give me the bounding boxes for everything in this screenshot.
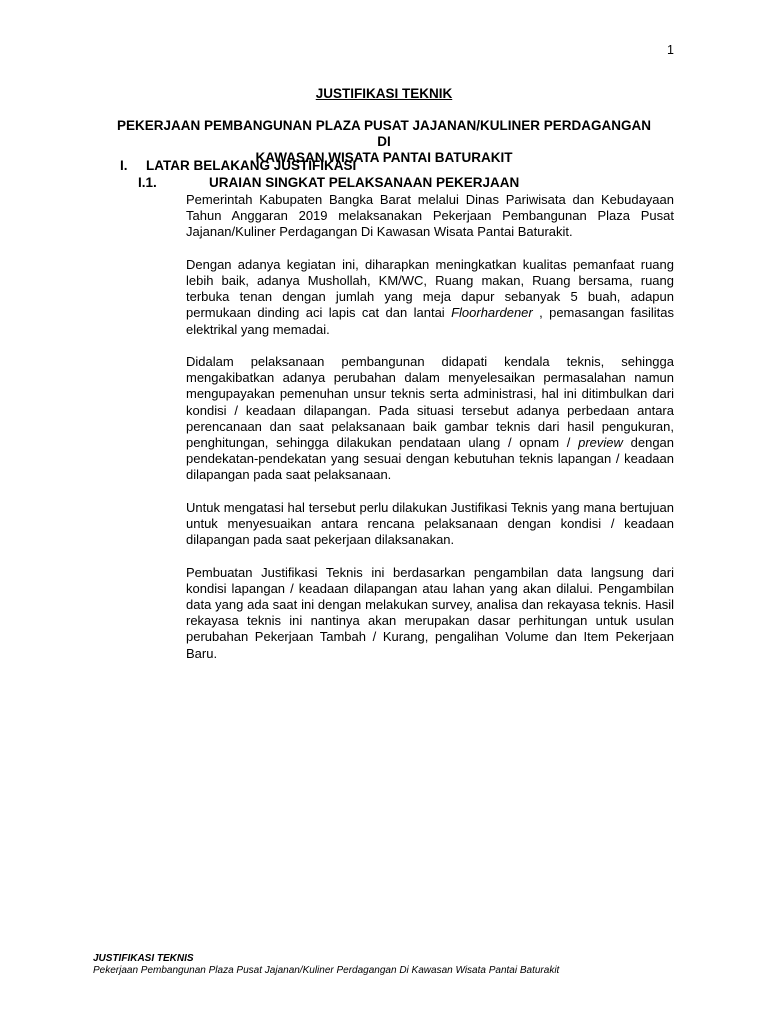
paragraph-2-text-a: Dengan adanya kegiatan ini, diharapkan meningkatkan kualitas pemanfaat ruang lebih baik, adanya Musholla​h, KM/WC, Ruang makan, Ruang bersama, ruang terbuka tenan dengan jumlah yang meja dapur sebanyak 5 buah, adapun permukaan dinding aci lapis cat dan lantai	[186, 256, 674, 321]
section-heading	[120, 158, 356, 173]
paragraph-2	[186, 257, 674, 338]
subsection-heading	[138, 175, 519, 190]
paragraph-1: Pemerintah Kabupaten Bangka Barat melalui Dinas Pariwisata dan Kebudayaan Tahun Anggaran 2019 melaksanakan Pekerjaan Pembangunan Plaza Pusat Jajanan/Kuliner Perdagangan Di Kawasan Wisata Pantai Baturakit.	[186, 192, 674, 240]
footer-title: JUSTIFIKASI TEKNIS	[93, 953, 194, 964]
paragraph-3-italic-term: preview	[578, 435, 623, 451]
page-number: 1	[667, 43, 674, 57]
page-footer	[93, 953, 559, 977]
paragraph-3-text-a: Didalam pelaksanaan pembangunan didapati kendala teknis, sehingga mengakibatkan adanya perubahan dalam menyelesaikan permasalahan namun mengupayakan pemenuhan unsur teknis serta administrasi, hal ini ditimbulkan dari kondisi / keadaan dilapangan. Pada situasi tersebut adanya perbedaan antara perencanaan dan saat pelaksanaan baik gambar teknis dari hasil pengukuran, penghitungan, sehingga dilakukan pendataan ulang / opnam /	[186, 354, 674, 451]
paragraph-2-text-b: , pemasangan fasilitas elektrikal yang memadai.	[186, 305, 674, 337]
paragraph-5: Pembuatan Justifikasi Teknis ini berdasarkan pengambilan data langsung dari kondisi lapangan / keadaan dilapangan atau lahan yang akan dilalui. Pengambilan data yang ada saat ini dengan melakukan survey, analisa dan rekayasa teknis. Hasil rekayasa teknis ini nantinya akan merupakan dasar perhitungan untuk usulan perubahan Pekerjaan Tambah / Kurang, pengalihan Volume dan Item Pekerjaan Baru.	[186, 564, 674, 661]
subsection-title: URAIAN SINGKAT PELAKSANAAN PEKERJAAN	[209, 175, 520, 190]
paragraph-3	[186, 354, 674, 484]
subtitle-line-2: KAWASAN WISATA PANTAI BATURAKIT	[255, 150, 513, 165]
body-text	[186, 192, 674, 678]
subsection-number: I.1.	[138, 175, 157, 190]
document-title: JUSTIFIKASI TEKNIK	[315, 86, 453, 101]
paragraph-2-italic-term: Floorhardener	[451, 305, 533, 321]
subtitle-line-1: PEKERJAAN PEMBANGUNAN PLAZA PUSAT JAJANAN/KULINER PERDAGANGAN DI	[116, 118, 652, 149]
section-title: LATAR BELAKANG JUSTIFIKASI	[146, 158, 357, 173]
footer-subtitle: Pekerjaan Pembangunan Plaza Pusat Jajanan/Kuliner Perdagangan Di Kawasan Wisata Pantai Baturakit	[93, 965, 560, 976]
paragraph-4: Untuk mengatasi hal tersebut perlu dilakukan Justifikasi Teknis yang mana bertujuan untuk menyesuaikan antara rencana pelaksanaan dengan kondisi / keadaan dilapangan pada saat pekerjaan dilaksanakan.	[186, 499, 674, 548]
paragraph-3-text-b: dengan pendekatan-pendekatan yang sesuai dengan kebutuhan teknis lapangan / keadaan dilapangan pada saat pelaksanaan.	[186, 435, 675, 483]
section-number: I.	[120, 158, 128, 173]
